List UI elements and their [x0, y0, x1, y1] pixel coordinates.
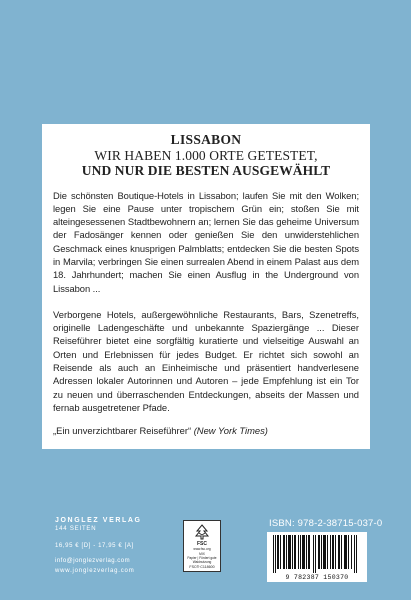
price: 16,95 € [D] - 17,95 € [A]: [55, 543, 134, 549]
isbn-barcode: [267, 532, 367, 582]
quote-source: (New York Times): [193, 425, 268, 437]
page-count: 144 SEITEN: [55, 526, 97, 532]
intro-paragraph: Die schönsten Boutique-Hotels in Lissabon; laufen Sie mit den Wolken; legen Sie eine Pause unter tropischem Grün ein; stoßen Sie mit alteingesessenen Stadtbewohnern an; lernen Sie das geheime Universum der Fadosänger kennen oder genießen Sie den unwiderstehlichen Geschmack eines knusprigen Palmblatts; entdecken Sie die besten Spots in Marvila; verbringen Sie einen surrealen Abend in einem Palast aus dem 18. Jahrhundert; machen Sie einen Ausflug in the Underground von Lissabon ...: [53, 189, 359, 294]
barcode-bars: [267, 532, 367, 574]
fsc-mix: MIX: [199, 551, 205, 556]
headline-line-2: WIR HABEN 1.000 ORTE GETESTET,: [94, 147, 318, 163]
text-panel: [42, 124, 370, 449]
quote-text: „Ein unverzichtbarer Reiseführer“: [53, 425, 192, 437]
press-quote: [53, 425, 359, 436]
fsc-tree-icon: [194, 524, 210, 540]
publisher-info: [55, 517, 142, 574]
headline-city: LISSABON: [170, 132, 242, 147]
fsc-label: [183, 520, 221, 572]
fsc-code: FSC® C118600: [189, 565, 215, 569]
publisher-website: www.jonglezverlag.com: [55, 568, 135, 574]
fsc-logo-text: FSC: [197, 541, 207, 547]
fsc-web: www.fsc.org: [193, 547, 211, 551]
isbn-label: ISBN: 978-2-38715-037-0: [269, 518, 383, 529]
barcode-digits: 9 782387 150370: [267, 574, 367, 581]
publisher-name: JONGLEZ VERLAG: [55, 517, 142, 524]
description-paragraph: Verborgene Hotels, außergewöhnliche Restaurants, Bars, Szenetreffs, originelle Ladengeschäfte und unbekannte Spaziergänge ... Dieser Reiseführer bietet eine sorgfältig kuratierte und vielseitige Auswahl an Orten und Erlebnissen für jedes Budget. Er richtet sich sowohl an Reisende als auch an Einheimische und präsentiert handverlesene Adressen lokaler Autorinnen und Autoren – jede Empfehlung ist ein Tor zu neuen und überraschenden Entdeckungen, abseits der Massen und fernab ausgetretener Pfade.: [53, 308, 359, 413]
headline: [53, 132, 359, 179]
footer: [0, 500, 411, 600]
headline-line-3: UND NUR DIE BESTEN AUSGEWÄHLT: [81, 163, 331, 178]
fsc-desc: Papier | Fördert gute Waldnutzung: [187, 556, 217, 564]
publisher-email: info@jonglezverlag.com: [55, 558, 131, 564]
